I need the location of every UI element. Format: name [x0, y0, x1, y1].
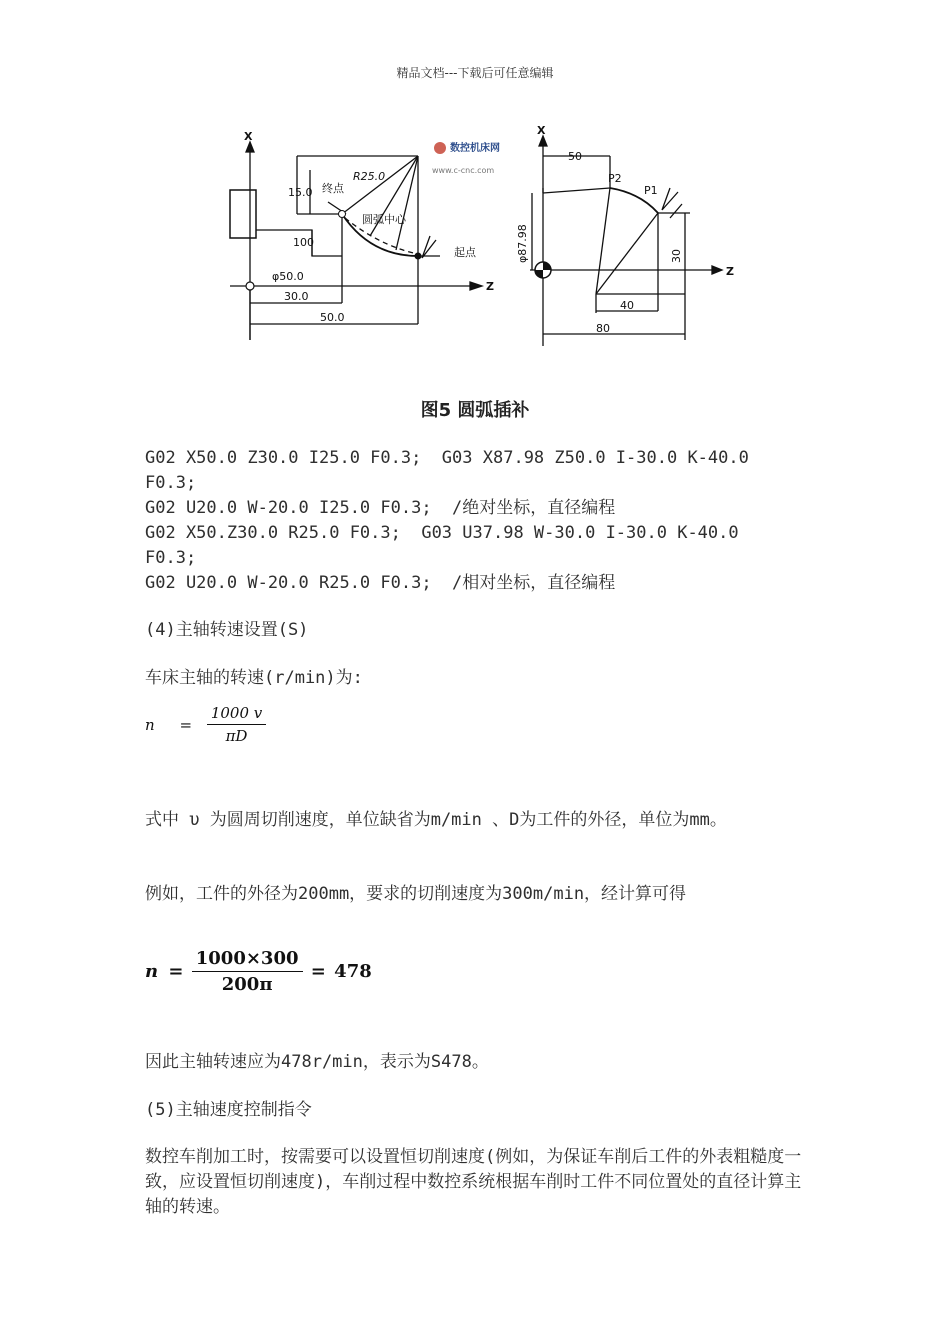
- section-4-title: (4)主轴转速设置(S): [145, 620, 309, 640]
- right-x-arrow: [539, 136, 547, 146]
- section-4-desc: 式中 υ 为圆周切削速度，单位缺省为m/min 、D为工件的外径，单位为mm。: [145, 810, 727, 830]
- formula1-numerator: 1000 v: [207, 704, 266, 725]
- left-x-label: X: [244, 130, 253, 143]
- formula1-denominator: πD: [225, 727, 248, 745]
- page-header: 精品文档---下载后可任意编辑: [396, 66, 554, 80]
- formula2-eq1: =: [168, 961, 184, 982]
- code-line-4: G02 X50.Z30.0 R25.0 F0.3; G03 U37.98 W-30.0 I-30.0 K-40.0: [145, 523, 739, 543]
- right-dim-40-label: 40: [620, 299, 634, 312]
- section-5-body: 数控车削加工时，按需要可以设置恒切削速度(例如，为保证车削后工件的外表粗糙度一致，应设置恒切削速度)，车削过程中数控系统根据车削时工件不同位置处的直径计算主轴的转速。: [145, 1147, 802, 1217]
- section-4-result: 因此主轴转速应为478r/min，表示为S478。: [145, 1052, 489, 1072]
- watermark-logo-icon: [434, 142, 446, 154]
- phi8798-label: φ87.98: [516, 224, 529, 263]
- z-origin-marker: [246, 282, 254, 290]
- left-x-arrow: [246, 142, 254, 152]
- chuck: [230, 190, 256, 238]
- watermark: [432, 141, 500, 175]
- formula2-eq2: =: [310, 961, 326, 982]
- formula-example: [145, 948, 382, 995]
- code-line-1: G02 X50.0 Z30.0 I25.0 F0.3; G03 X87.98 Z50.0 I-30.0 K-40.0: [145, 448, 749, 468]
- formula1-fraction: [207, 704, 266, 745]
- formula1-eq: =: [179, 715, 193, 734]
- arc-center-label: 圆弧中心: [362, 213, 406, 226]
- formula2-lhs: n: [145, 961, 159, 982]
- code-line-2: F0.3;: [145, 473, 197, 493]
- dim-30-label: 30.0: [284, 290, 309, 303]
- p1-label: P1: [644, 184, 658, 197]
- code-line-3: G02 U20.0 W-20.0 I25.0 F0.3; /绝对坐标，直径编程: [145, 498, 616, 518]
- right-x-label: X: [537, 124, 546, 137]
- watermark-url: www.c-cnc.com: [432, 166, 495, 175]
- figure-caption: 图5 圆弧插补: [420, 400, 530, 421]
- section-4-example: 例如，工件的外径为200mm，要求的切削速度为300m/min，经计算可得: [145, 884, 687, 904]
- formula2-denominator: 200π: [221, 974, 273, 995]
- right-dim-50-label: 50: [568, 150, 582, 163]
- code-line-5: F0.3;: [145, 548, 197, 568]
- arc-interpolation-figure: [200, 118, 734, 353]
- dim-15-label: 15.0: [288, 186, 313, 199]
- tool-start: [422, 236, 436, 258]
- start-point-label: 起点: [454, 246, 476, 259]
- formula2-fraction: [192, 948, 303, 995]
- right-dim-30-label: 30: [670, 249, 683, 263]
- formula1-lhs: n: [145, 715, 155, 734]
- right-z-arrow: [712, 266, 722, 274]
- right-z-label: Z: [726, 265, 734, 278]
- right-diagram: [530, 136, 722, 346]
- right-dim-80-label: 80: [596, 322, 610, 335]
- r25-label: R25.0: [353, 170, 386, 183]
- formula2-result: 478: [334, 961, 372, 982]
- end-point-label: 终点: [322, 182, 344, 195]
- left-z-arrow: [470, 282, 482, 290]
- section-4-intro: 车床主轴的转速(r/min)为:: [145, 668, 363, 688]
- phi50-label: φ50.0: [272, 270, 304, 283]
- dim-50-label: 50.0: [320, 311, 345, 324]
- watermark-title: 数控机床网: [450, 143, 500, 154]
- left-z-label: Z: [486, 280, 494, 293]
- right-profile: [543, 188, 610, 193]
- dim-100-label: 100: [293, 236, 314, 249]
- section-5-title: (5)主轴速度控制指令: [145, 1100, 312, 1120]
- p2-label: P2: [608, 172, 622, 185]
- formula2-numerator: 1000×300: [192, 948, 303, 972]
- formula-spindle-speed: [145, 704, 266, 745]
- code-line-6: G02 U20.0 W-20.0 R25.0 F0.3; /相对坐标，直径编程: [145, 573, 616, 593]
